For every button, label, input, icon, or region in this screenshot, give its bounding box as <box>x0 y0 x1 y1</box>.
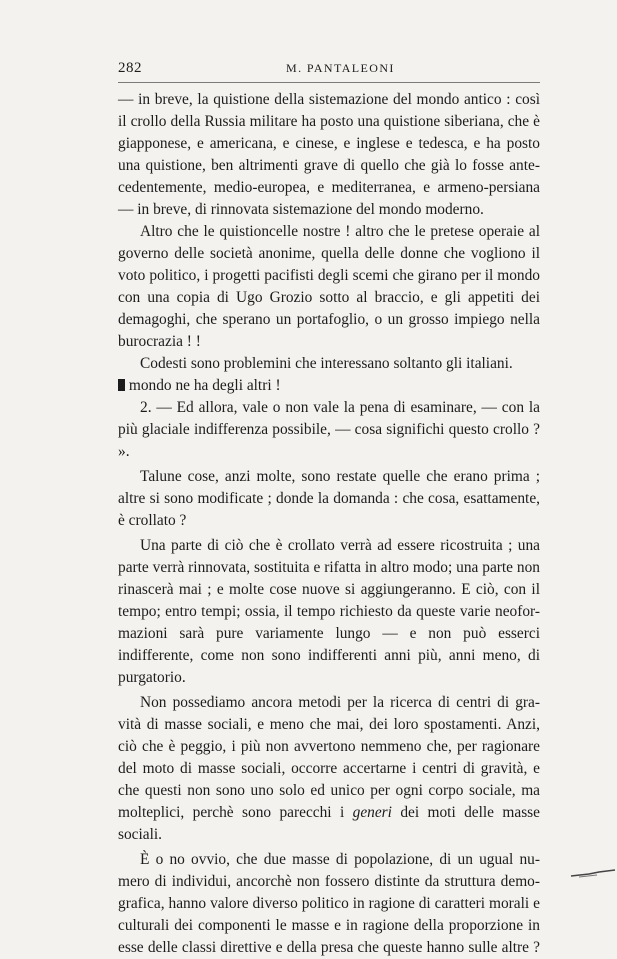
paragraph-4: mondo ne ha degli altri ! <box>118 375 540 397</box>
paragraph-2: Altro che le quistioncelle nostre ! altro che le pretese operaie al governo delle società anonime, quella delle donne che vogliono il voto politico, i progetti pacifisti degli scemi che girano per il mondo con una copia di Ugo Grozio sotto al braccio, e gli appetiti dei demagoghi, che sperano un portafoglio, o un grosso impiego nella burocrazia ! ! <box>118 223 540 350</box>
paragraph-8: Non possediamo ancora metodi per la ricerca di centri di gra- vità di masse sociali, e meno che mai, dei loro spostamenti. Anzi, ciò che è peggio, i più non avvertono nemmeno che, per ragionare del moto di masse sociali, occorre accertarne i centri di gravità, e che questi non sono uno solo ed unico per ogni corpo sociale, ma molteplici, perchè sono parecchi i generi dei moti delle masse sociali. <box>118 694 541 843</box>
page-header <box>118 60 540 82</box>
paragraph-6: Talune cose, anzi molte, sono restate quelle che erano prima ; altre si sono modificate ; donde la domanda : che cosa, esattamente, è crollato ? <box>118 468 540 529</box>
paragraph-9: È o no ovvio, che due masse di popolazione, di un ugual nu- mero di individui, ancorchè non fossero distinte da struttura demo- grafica, hanno valore diverso politico in ragione di caratteri morali e culturali dei componenti le masse e in ragione della proporzione in esse delle classi direttive e della presa che queste hanno sulle altre ? <box>118 851 540 956</box>
paragraph-3: Codesti sono problemini che interessano soltanto gli italiani. <box>140 355 513 372</box>
scan-edge-mark <box>569 868 617 878</box>
header-rule <box>118 82 540 83</box>
paragraph-5-section-2: 2. — Ed allora, vale o non vale la pena di esaminare, — con la più glaciale indifferenza possibile, — cosa significhi questo crollo ? ». <box>118 399 540 460</box>
italic-word-generi: generi <box>352 804 392 821</box>
body-text <box>118 89 540 959</box>
page-number: 282 <box>118 60 142 76</box>
paragraph-7: Una parte di ciò che è crollato verrà ad essere ricostruita ; una parte verrà rinnovata, sostituita e rifatta in altro modo; una parte non rinascerà mai ; e molte cose nuove si aggiungeranno. E ciò, con il tempo; entro tempi; ossia, il tempo richiesto da queste varie neofor- mazioni sarà pure variamente lungo — e non può esserci indifferente, come non sono indifferenti anni più, anni meno, di purgatorio. <box>118 537 540 686</box>
paragraph-1: — in breve, la quistione della sistemazione del mondo antico : così il crollo della Russia militare ha posto una quistione siberiana, che è giapponese, e americana, e cinese, e inglese e tedesca, e ha posto una quistione, ben altrimenti grave di quello che già lo fosse ante- cedentemente, medio-europea, e mediterranea, e armeno-persiana — in breve, di rinnovata sistemazione del mondo moderno. <box>118 91 540 218</box>
running-head: M. PANTALEONI <box>286 61 395 75</box>
ink-blot-mark <box>118 379 125 391</box>
